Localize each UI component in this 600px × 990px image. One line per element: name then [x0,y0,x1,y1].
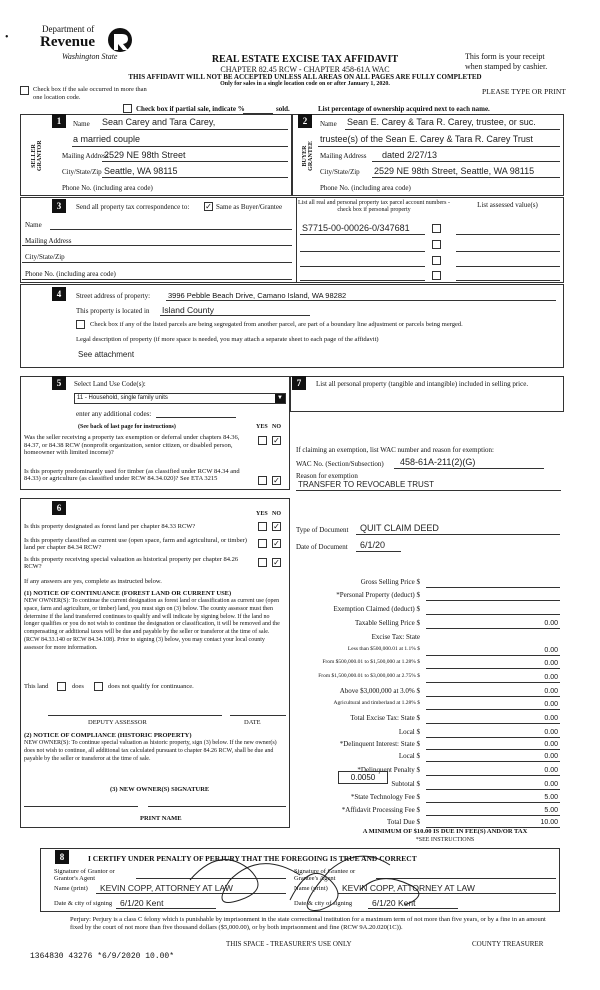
s1-mailing-label: Mailing Address [62,152,109,160]
s6-q2-no-checkbox[interactable]: ✓ [273,539,280,548]
tax-row-value[interactable]: 0.00 [544,647,558,654]
treasurer-use: THIS SPACE - TREASURER'S USE ONLY [226,940,352,948]
land-use-select-value: 11 - Household, single family units [77,395,168,401]
parcel-3-personal-checkbox[interactable] [432,256,441,265]
s1-city[interactable]: Seattle, WA 98115 [104,166,178,176]
dor-logo-icon [106,26,134,54]
local-rate-box[interactable]: 0.0050 [338,771,388,784]
s5-land-use-label: Select Land Use Code(s): [74,380,146,388]
section-4-number: 4 [52,287,66,301]
s6-notice2-title: (2) NOTICE OF COMPLIANCE (HISTORIC PROPERTY) [24,732,192,739]
s2-name-line2[interactable]: trustee(s) of the Sean E. Carey & Tara R. Carey Trust [320,134,533,144]
s1-name-label: Name [73,120,90,128]
section-2-number: 2 [298,114,312,128]
s7-reason[interactable]: TRANSFER TO REVOCABLE TRUST [298,480,435,489]
tax-row-label: *Delinquent Interest: State $ [339,740,420,748]
seller-grantor-label: SELLER GRANTOR [31,140,43,171]
s3-mailing-label: Mailing Address [25,237,72,245]
s8-grantor-name[interactable]: KEVIN COPP, ATTORNEY AT LAW [100,883,233,893]
logo-revenue-text: Revenue [40,34,95,50]
s3-parcel-header: List all real and personal property tax parcel account numbers - check box if personal property [298,200,450,213]
s6-if-yes: If any answers are yes, complete as instructed below. [24,578,162,585]
s2-name-line1[interactable]: Sean E. Carey & Tara R. Carey, trustee, or suc. [347,117,536,127]
receipt-note-1: This form is your receipt [465,52,545,61]
cashier-stamp: 1364830 43276 *6/9/2020 10.00* [30,952,175,961]
s2-name-label: Name [320,120,337,128]
tax-row-label: Total Due $ [387,818,420,826]
s8-grantor-date[interactable]: 6/1/20 Kent [120,898,164,908]
s6-notice1-title: (1) NOTICE OF CONTINUANCE (FOREST LAND OR CURRENT USE) [24,590,232,597]
tax-row-label: Exemption Claimed (deduct) $ [333,605,420,613]
s5-question-1: Was the seller receiving a property tax exemption or deferral under chapters 84.36, 84.37, or 84.38 RCW (nonprofit organization, senior citizen, or disabled person, homeowner with limited income)? [24,434,240,456]
ownership-label: List percentage of ownership acquired next to each name. [318,105,490,113]
parcel-2-personal-checkbox[interactable] [432,240,441,249]
tax-row-label: *Delinquent Penalty $ [357,766,420,774]
form-subtitle: CHAPTER 82.45 RCW - CHAPTER 458-61A WAC [220,65,390,74]
s2-phone-label: Phone No. (including area code) [320,184,411,192]
section-3-number: 3 [52,199,66,213]
tax-row-label: From $1,500,000.01 to $3,000,000 at 2.75% $ [318,673,420,679]
s3-send-label: Send all property tax correspondence to: [76,203,190,211]
tax-row-value[interactable]: 10.00 [540,819,558,826]
tax-row-value[interactable]: 0.00 [544,781,558,788]
s5-no-header: NO [272,424,281,430]
tax-row-label: Agricultural and timberland at 1.28% $ [333,700,420,706]
segregated-checkbox[interactable] [76,320,85,329]
form-warning: THIS AFFIDAVIT WILL NOT BE ACCEPTED UNLESS ALL AREAS ON ALL PAGES ARE FULLY COMPLETED [128,73,482,81]
receipt-note-2: when stamped by cashier. [465,62,548,71]
s3-name-label: Name [25,221,42,229]
s4-legal-label: Legal description of property (if more space is needed, you may attach a separate sheet to each page of the affidavit) [76,336,379,343]
tax-row-label: Local $ [398,728,420,736]
tax-row-value[interactable]: 0.00 [544,674,558,681]
tax-row-label: Gross Selling Price $ [360,578,420,586]
s4-county[interactable]: Island County [162,305,214,315]
tax-row-label: Less than $500,000.01 at 1.1% $ [347,646,420,652]
buyer-grantee-label: BUYER GRANTEE [302,141,314,171]
s6-yes-header: YES [256,511,268,517]
s8-grantor-name-label: Name (print) [54,885,88,892]
logo-dept-text: Department of [42,24,95,34]
partial-sale-label: Check box if partial sale, indicate % [136,105,245,113]
tax-row-value[interactable]: 0.00 [544,688,558,695]
s7-doc-date[interactable]: 6/1/20 [360,540,386,550]
chevron-down-icon: ▼ [275,394,285,403]
tax-row-value[interactable]: 0.00 [544,701,558,708]
tax-row-value[interactable]: 0.00 [544,729,558,736]
s1-name-line2[interactable]: a married couple [73,134,141,144]
sold-label: sold. [276,105,290,113]
section-7-number: 7 [292,376,306,390]
s6-q1-no-checkbox[interactable]: ✓ [273,522,280,531]
s7-doc-type[interactable]: QUIT CLAIM DEED [360,523,439,533]
s8-grantee-date-label: Date & city of signing [294,900,353,907]
s1-name-line1[interactable]: Sean Carey and Tara Carey, [102,117,216,127]
section-6-number: 6 [52,501,66,515]
s5-q2-yes-checkbox[interactable] [258,476,267,485]
signature-scribbles [180,840,440,920]
multi-location-checkbox[interactable] [20,86,29,95]
tax-row-label: Local $ [398,752,420,760]
s5-see-back: (See back of last page for instructions) [78,424,176,430]
s2-city[interactable]: 2529 NE 98th Street, Seattle, WA 98115 [374,166,535,176]
s6-no-header: NO [272,511,281,517]
s8-grantee-sig-label: Signature of Grantee or Grantee's Agent [294,868,356,882]
s8-certify: I CERTIFY UNDER PENALTY OF PERJURY THAT THE FOREGOING IS TRUE AND CORRECT [88,854,417,863]
tax-row-label: *Personal Property (deduct) $ [336,591,420,599]
tax-row-label: Subtotal $ [391,780,420,788]
section-5-number: 5 [52,376,66,390]
s3-phone-label: Phone No. (including area code) [25,270,116,278]
s6-signature-title: (3) NEW OWNER(S) SIGNATURE [110,786,210,793]
s5-q2-no-checkbox[interactable]: ✓ [273,476,280,485]
s6-question-3: Is this property receiving special valuation as historical property per chapter 84.26 RCW? [24,556,239,570]
tax-row-value[interactable]: 0.00 [544,660,558,667]
tax-row-label: Taxable Selling Price $ [354,619,420,627]
s4-street-label: Street address of property: [76,292,151,300]
s3-parcel-1[interactable]: S7715-00-00026-0/347681 [302,223,410,233]
s5-question-2: Is this property predominantly used for timber (as classified under RCW 84.34 and 84.33) or agriculture (as classified under RCW 84.34.020)? See ETA 3215 [24,468,240,482]
s6-q1-yes-checkbox[interactable] [258,522,267,531]
s6-deputy-label: DEPUTY ASSESSOR [88,719,147,726]
s3-assessed-header: List assessed value(s) [477,201,538,209]
s1-mailing[interactable]: 2529 NE 98th Street [104,150,186,160]
s4-street[interactable]: 3996 Pebble Beach Drive, Camano Island, WA 98282 [168,291,347,300]
partial-sale-checkbox[interactable] [123,104,132,113]
s8-grantor-sig-label: Signature of Grantor or Grantor's Agent [54,868,115,882]
s2-mailing[interactable]: dated 2/27/13 [382,150,438,160]
minimum-due-note: A MINIMUM OF $10.00 IS DUE IN FEE(S) AND/OR TAX [362,828,528,835]
tax-row-label: *Affidavit Processing Fee $ [341,806,420,814]
s6-question-2: Is this property classified as current use (open space, farm and agricultural, or timber) land per chapter 84.34 RCW? [24,537,247,551]
logo-state-text: Washington State [62,52,118,61]
tax-row-label: Above $3,000,000 at 3.0% $ [339,687,420,695]
s6-question-1: Is this property designated as forest land per chapter 84.33 RCW? [24,523,196,530]
s8-grantee-name-label: Name (print) [294,885,328,892]
s5-yes-header: YES [256,424,268,430]
s7-doc-date-label: Date of Document [296,543,348,551]
tax-row-value[interactable]: 0.00 [544,753,558,760]
s5-q1-yes-checkbox[interactable] [258,436,267,445]
s1-city-label: City/State/Zip [62,168,102,176]
section-1-number: 1 [52,114,66,128]
s4-segregated-label: Check box if any of the listed parcels are being segregated from another parcel, are part of a boundary line adjustment or parcels being merged. [90,321,463,328]
land-does-checkbox[interactable] [57,682,66,691]
s2-mailing-label: Mailing Address [320,152,367,160]
s6-notice1-text: NEW OWNER(S): To continue the current designation as forest land or classification as current use (open space, farm and agriculture, or timber) land, you must sign on (3) below. The county assessor must then determine if the land transferred continues to qualify and will indicate by signing below. If the land no longer qualifies or you do not wish to continue the designation or classification, it will be removed and the compensating or additional taxes will be due and payable by the seller or transferor at the time of sale. (RCW 84.33.140 or RCW 84.34.108). Prior to signing (3) below, you may contact your local county assessor for more information. [24,598,280,651]
s7-wac-label: WAC No. (Section/Subsection) [296,460,384,468]
s6-this-land: This land [24,683,49,690]
corner-mark: • [5,32,9,43]
type-or-print: PLEASE TYPE OR PRINT [482,87,566,96]
tax-row-label: Excise Tax: State [371,633,420,641]
tax-row-label: Total Excise Tax: State $ [350,714,420,722]
section-8-number: 8 [55,850,69,864]
s2-city-label: City/State/Zip [320,168,360,176]
s7-doc-type-label: Type of Document [296,526,349,534]
s4-legal[interactable]: See attachment [78,350,135,359]
s8-grantor-date-label: Date & city of signing [54,900,113,907]
multi-location-label: Check box if the sale occurred in more than one location code. [33,86,147,101]
dor-logo [40,24,140,64]
s3-same-label: Same as Buyer/Grantee [216,203,283,211]
s8-perjury-text: Perjury: Perjury is a class C felony which is punishable by imprisonment in the state correctional institution for a maximum term of not more than five years, or by a fine in an amount fixed by the court of not more than five thousand dollars ($5,000.00), or by both imprisonment and fine (RCW 9A.20.020(1C)). [70,916,546,931]
s6-q3-no-checkbox[interactable]: ✓ [273,558,280,567]
tax-row-value[interactable]: 0.00 [544,741,558,748]
s7-wac[interactable]: 458-61A-211(2)(G) [400,457,476,467]
tax-row-value[interactable]: 0.00 [544,715,558,722]
tax-row-value[interactable]: 5.00 [544,807,558,814]
s5-additional-label: enter any additional codes: [76,410,152,418]
s8-grantee-name[interactable]: KEVIN COPP, ATTORNEY AT LAW [342,883,475,893]
s5-q1-no-checkbox[interactable]: ✓ [273,436,280,445]
s6-q3-yes-checkbox[interactable] [258,558,267,567]
form-warning-sub: Only for sales in a single location code on or after January 1, 2020. [220,81,390,87]
parcel-4-personal-checkbox[interactable] [432,271,441,280]
s6-does: does [72,683,84,690]
land-use-select[interactable] [74,393,286,404]
s6-q2-yes-checkbox[interactable] [258,539,267,548]
s7-wac-intro: If claiming an exemption, list WAC number and reason for exemption: [296,446,494,454]
county-treasurer: COUNTY TREASURER [472,940,544,948]
s6-notice2-text: NEW OWNER(S): To continue special valuation as historic property, sign (3) below. If the new owner(s) does not wish to continue, all additional tax calculated pursuant to chapter 84.26 RCW, shall be due and payable by the seller or transferor at the time of sale. [24,740,277,762]
tax-row-value[interactable]: 0.00 [544,767,558,774]
parcel-1-personal-checkbox[interactable] [432,224,441,233]
see-instructions-note: *SEE INSTRUCTIONS [415,837,475,843]
s6-does-not: does not qualify for continuance. [108,683,194,690]
tax-row-label: *State Technology Fee $ [350,793,420,801]
s6-print-name: PRINT NAME [140,815,182,822]
s8-grantee-date[interactable]: 6/1/20 Kent [372,898,416,908]
s7-personal-label: List all personal property (tangible and intangible) included in selling price. [316,380,529,388]
same-as-buyer-checkbox[interactable]: ✓ [205,202,212,211]
s1-phone-label: Phone No. (including area code) [62,184,153,192]
tax-row-value[interactable]: 5.00 [544,794,558,801]
s6-date-label: DATE [244,719,261,726]
s3-city-label: City/State/Zip [25,253,65,261]
tax-row-value[interactable]: 0.00 [544,620,558,627]
land-does-not-checkbox[interactable] [94,682,103,691]
s7-reason-label: Reason for exemption [296,472,358,480]
form-title: REAL ESTATE EXCISE TAX AFFIDAVIT [211,54,399,65]
s4-located-label: This property is located in [76,307,150,315]
tax-row-label: From $500,000.01 to $1,500,000 at 1.28% $ [322,659,420,665]
